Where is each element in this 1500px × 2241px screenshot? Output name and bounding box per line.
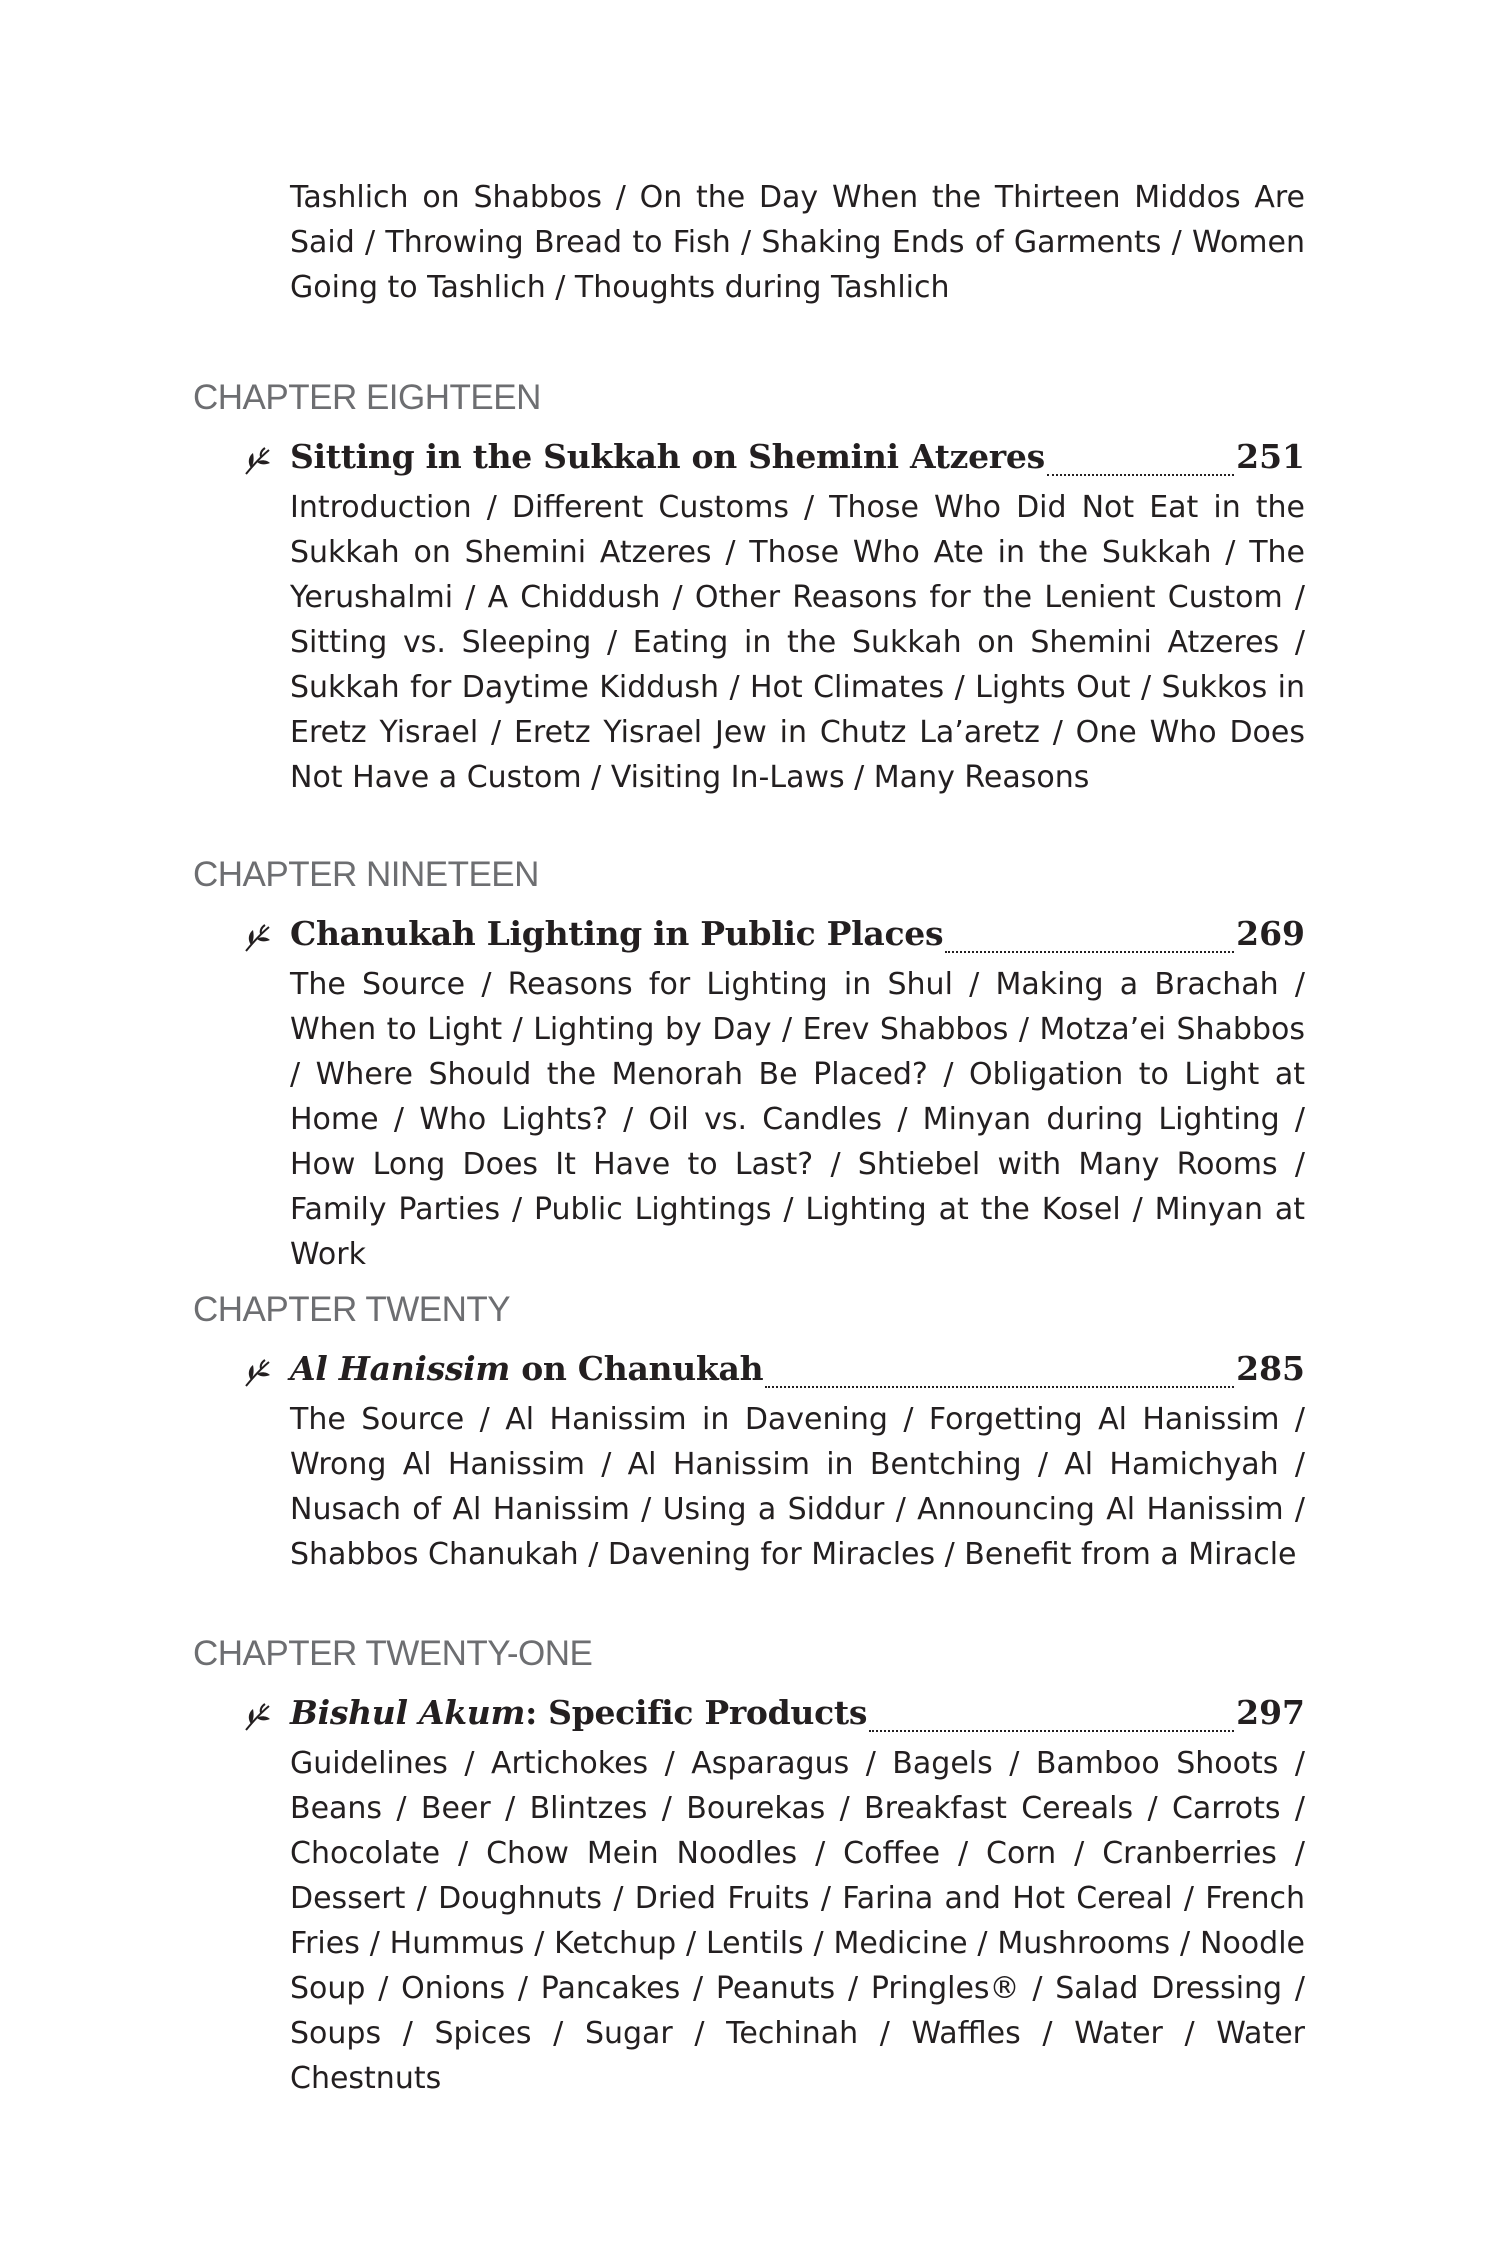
leaf-ornament-icon: [243, 447, 273, 477]
dot-leader: [765, 1386, 1234, 1388]
page-number: 269: [1236, 914, 1305, 953]
chapter-label: CHAPTER TWENTY-ONE: [193, 1634, 593, 1673]
chapter-title: [290, 1349, 763, 1388]
dot-leader: [869, 1730, 1234, 1732]
chapter-topics: Introduction / Different Customs / Those Who Did Not Eat in the Sukkah on Shemini Atzeres / Those Who Ate in the Sukkah / The Yerushalmi / A Chiddush / Other Reasons for the Lenient Custom / Sitting vs. Sleeping / Eating in the Sukkah on Shemini Atzeres / Sukkah for Daytime Kiddush / Hot Climates / Lights Out / Sukkos in Eretz Yisrael / Eretz Yisrael Jew in Chutz La’aretz / One Who Does Not Have a Custom / Visiting In-Laws / Many Reasons: [290, 490, 1305, 795]
chapter-title: [290, 1693, 867, 1732]
chapter-title-rest: on Chanukah: [510, 1349, 764, 1388]
previous-chapter-topics: Tashlich on Shabbos / On the Day When the Thirteen Middos Are Said / Throwing Bread to Fish / Shaking Ends of Garments / Women Going to Tashlich / Thoughts during Tashlich: [290, 180, 1305, 305]
chapter-label: CHAPTER NINETEEN: [193, 855, 539, 894]
chapter-topics: The Source / Reasons for Lighting in Shul / Making a Brachah / When to Light / Lighting by Day / Erev Shabbos / Motza’ei Shabbos / Where Should the Menorah Be Placed? / Obligation to Light at Home / Who Lights? / Oil vs. Candles / Minyan during Lighting / How Long Does It Have to Last? / Shtiebel with Many Rooms / Family Parties / Public Lightings / Lighting at the Kosel / Minyan at Work: [290, 967, 1305, 1272]
chapter-twenty-one: [193, 1634, 1305, 2101]
chapter-label: CHAPTER TWENTY: [193, 1290, 511, 1329]
leaf-ornament-icon: [243, 924, 273, 954]
page-number: 251: [1236, 437, 1305, 476]
page-number: 285: [1236, 1349, 1305, 1388]
chapter-label: CHAPTER EIGHTEEN: [193, 378, 541, 417]
chapter-title-rest: : Specific Products: [525, 1693, 868, 1732]
chapter-title-italic: Al Hanissim: [290, 1349, 511, 1388]
chapter-nineteen: [193, 855, 1305, 1277]
dot-leader: [1047, 474, 1234, 476]
chapter-title-italic: Bishul Akum: [290, 1693, 526, 1732]
leaf-ornament-icon: [243, 1359, 273, 1389]
chapter-title-row[interactable]: [290, 437, 1305, 483]
chapter-title: Chanukah Lighting in Public Places: [290, 914, 944, 953]
chapter-title-row[interactable]: [290, 1693, 1305, 1739]
dot-leader: [945, 951, 1234, 953]
page-number: 297: [1236, 1693, 1305, 1732]
chapter-topics: The Source / Al Hanissim in Davening / Forgetting Al Hanissim / Wrong Al Hanissim / Al Hanissim in Bentching / Al Hamichyah / Nusach of Al Hanissim / Using a Siddur / Announcing Al Hanissim / Shabbos Chanukah / Davening for Miracles / Benefit from a Miracle: [290, 1402, 1305, 1572]
chapter-title-row[interactable]: [290, 914, 1305, 960]
chapter-twenty: [193, 1290, 1305, 1577]
chapter-topics: Guidelines / Artichokes / Asparagus / Bagels / Bamboo Shoots / Beans / Beer / Blintzes / Bourekas / Breakfast Cereals / Carrots / Chocolate / Chow Mein Noodles / Coffee / Corn / Cranberries / Dessert / Doughnuts / Dried Fruits / Farina and Hot Cereal / French Fries / Hummus / Ketchup / Lentils / Medicine / Mushrooms / Noodle Soup / Onions / Pancakes / Peanuts / Pringles® / Salad Dressing / Soups / Spices / Sugar / Techinah / Waffles / Water / Water Chestnuts: [290, 1746, 1305, 2096]
chapter-eighteen: [193, 378, 1305, 800]
chapter-title-row[interactable]: [290, 1349, 1305, 1395]
leaf-ornament-icon: [243, 1703, 273, 1733]
chapter-title: Sitting in the Sukkah on Shemini Atzeres: [290, 437, 1045, 476]
